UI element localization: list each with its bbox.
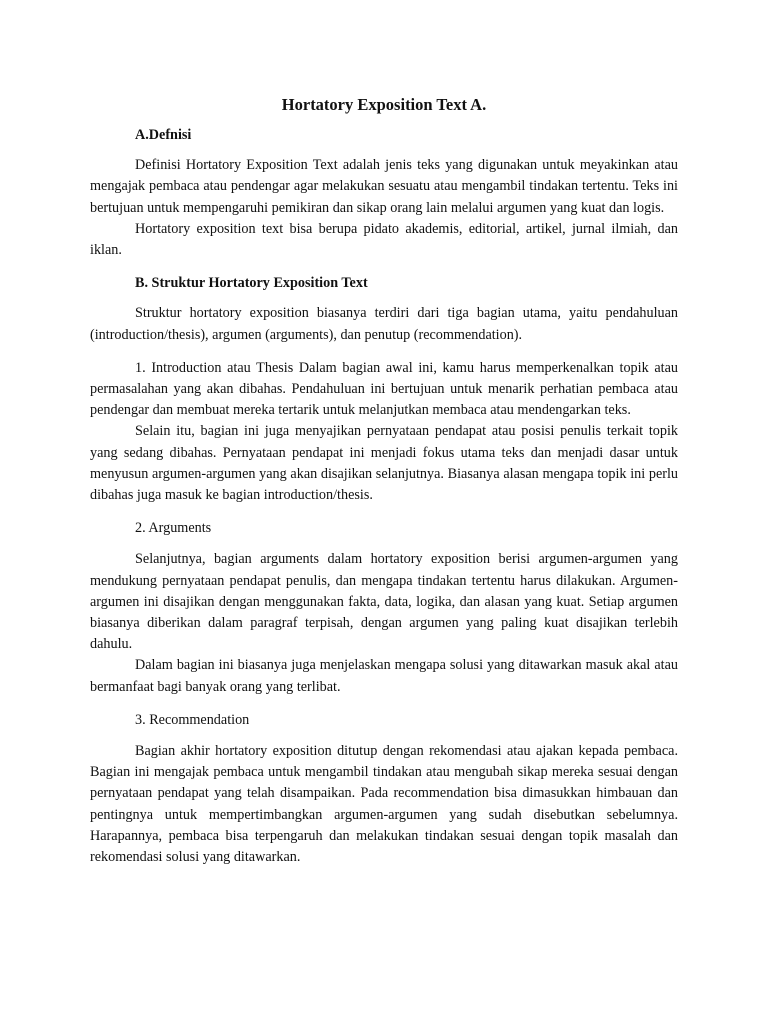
- recommendation-label: 3. Recommendation: [135, 711, 250, 728]
- section-a-heading: A.Defnisi: [135, 127, 192, 143]
- arguments-label: 2. Arguments: [135, 520, 212, 537]
- section-b-intro: Struktur hortatory exposition biasanya terdiri dari tiga bagian utama, yaitu pendahuluan (introduction/thesis), argumen (arguments), dan penutup (recommendation).: [90, 305, 678, 343]
- section-a-paragraph-1: Definisi Hortatory Exposition Text adalah jenis teks yang digunakan untuk meyakinkan atau mengajak pembaca atau pendengar agar melakukan sesuatu atau mengambil tindakan tertentu. Teks ini bertujuan untuk mempengaruhi pemikiran dan sikap orang lain melalui argumen yang kuat dan logis.: [90, 157, 678, 216]
- document-title: Hortatory Exposition Text A.: [281, 95, 487, 114]
- recommendation-paragraph-1: Bagian akhir hortatory exposition ditutup dengan rekomendasi atau ajakan kepada pembaca. Bagian ini mengajak pembaca untuk mengambil tindakan atau mengubah sikap mereka sesuai dengan pernyataan pendapat yang telah disampaikan. Pada recommendation bisa dimasukkan himbauan dan pentingnya untuk mempertimbangkan argumen-argumen yang sudah disebutkan sebelumnya. Harapannya, pembaca bisa terpengaruh dan melakukan tindakan sesuai dengan topik masalah dan rekomendasi solusi yang ditawarkan.: [90, 743, 678, 866]
- document-body: [90, 94, 678, 868]
- arguments-paragraph-2: Dalam bagian ini biasanya juga menjelaskan mengapa solusi yang ditawarkan masuk akal atau bermanfaat bagi banyak orang yang terlibat.: [90, 657, 678, 695]
- introduction-paragraph-1: 1. Introduction atau Thesis Dalam bagian awal ini, kamu harus memperkenalkan topik atau permasalahan yang akan dibahas. Pendahuluan ini bertujuan untuk menarik perhatian pembaca atau pendengar dan membuat mereka tertarik untuk melanjutkan membaca atau mendengarkan teks.: [90, 359, 678, 419]
- section-b-heading: B. Struktur Hortatory Exposition Text: [135, 275, 368, 292]
- section-a-paragraph-2: Hortatory exposition text bisa berupa pidato akademis, editorial, artikel, jurnal ilmiah, dan iklan.: [90, 220, 678, 259]
- introduction-paragraph-2: Selain itu, bagian ini juga menyajikan pernyataan pendapat atau posisi penulis terkait topik yang sedang dibahas. Pernyataan pendapat ini menjadi fokus utama teks dan menjadi dasar untuk menyusun argumen-argumen yang akan disajikan selanjutnya. Biasanya alasan mengapa topik ini perlu dibahas juga masuk ke bagian introduction/thesis.: [90, 423, 678, 504]
- arguments-paragraph-1: Selanjutnya, bagian arguments dalam hortatory exposition berisi argumen-argumen yang mendukung pernyataan pendapat penulis, dan mengapa tindakan tertentu harus dilakukan. Argumen-argumen ini disajikan dengan menggunakan fakta, data, logika, dan alasan yang kuat. Setiap argumen biasanya diberikan dalam paragraf terpisah, dengan argumen yang paling kuat disajikan terlebih dahulu.: [90, 551, 678, 653]
